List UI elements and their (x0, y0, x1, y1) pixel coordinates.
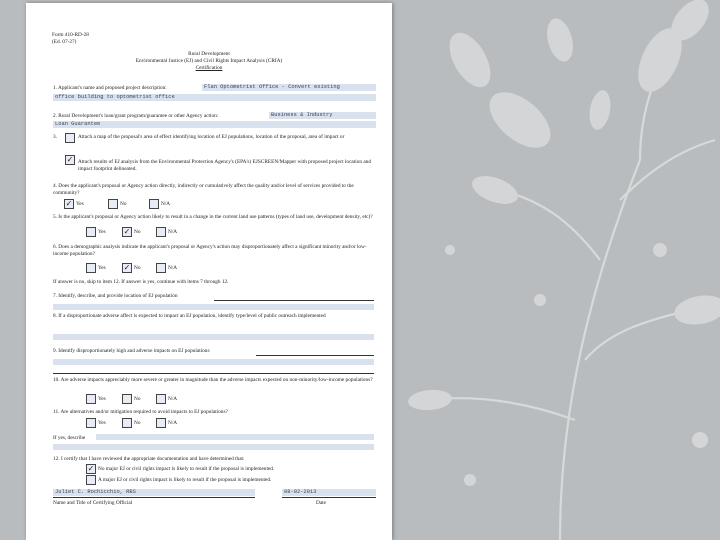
q5-na-checkbox[interactable] (156, 227, 166, 237)
q12-major-impact-checkbox[interactable] (86, 475, 96, 485)
q5-yes-label: Yes (98, 229, 106, 235)
q5-no-checkbox[interactable] (122, 227, 132, 237)
project-description-field-line2[interactable]: office building to optometrist office (53, 94, 376, 101)
q6-na-checkbox[interactable] (156, 263, 166, 273)
program-field[interactable]: Business & Industry (269, 112, 376, 119)
q10-yes-label: Yes (98, 396, 106, 402)
q7-answer-field[interactable] (53, 304, 374, 310)
q11-no-checkbox[interactable] (122, 418, 132, 428)
q11-no-label: No (134, 420, 141, 426)
certifying-official-label: Name and Title of Certifying Official (53, 500, 133, 506)
q4-no-checkbox[interactable] (108, 199, 118, 209)
date-line (282, 497, 376, 498)
q10-no-checkbox[interactable] (122, 394, 132, 404)
certifying-official-field[interactable]: Juliet C. Rochicchio, RBS (53, 489, 255, 496)
q10-label: 10. Are adverse impacts appreciably more severe or greater in magnitude than the adverse impacts expected on non-minority/low-income populations? (53, 377, 373, 383)
q4-na-label: N/A (161, 201, 171, 207)
q6-label: 6. Does a demographic analysis indicate the applicant's proposal or Agency's action may disproportionately affect a significant minority and/or low-income population? (53, 244, 367, 257)
check-mark-icon: ✓ (123, 263, 131, 272)
q1-label: 1. Applicant's name and proposed project description: (53, 85, 167, 91)
if-yes-answer-field-line2[interactable] (53, 444, 374, 450)
form-subtitle: Certification (195, 65, 223, 71)
q12-no-impact-option: No major EJ or civil rights impact is likely to result if the proposal is implemented. (98, 466, 275, 472)
q5-yes-checkbox[interactable] (86, 227, 96, 237)
q4-no-label: No (120, 201, 127, 207)
if-yes-label: If yes, describe (53, 435, 86, 441)
project-description-field[interactable]: Flan Optometrist Office - Convert existing (202, 84, 376, 91)
form-edition-date: (Ed. 07-27) (52, 39, 77, 45)
check-mark-icon: ✓ (123, 227, 131, 236)
q9-label: 9. Identify disproportionately high and adverse impacts on EJ populations (53, 348, 210, 354)
q5-na-label: N/A (168, 229, 178, 235)
form-title: Environmental Justice (EJ) and Civil Rights Impact Analysis (CRIA) (135, 58, 283, 64)
q3-ejscreen-checkbox[interactable] (65, 155, 75, 165)
if-yes-answer-field[interactable] (96, 434, 374, 440)
q8-label: 8. If a disproportionate adverse affect is expected to impact an EJ population, identify type/level of public outreach implemented (53, 313, 326, 319)
q9-answer-field[interactable] (53, 359, 374, 365)
q4-yes-checkbox[interactable] (64, 199, 74, 209)
q11-na-checkbox[interactable] (156, 418, 166, 428)
q8-answer-field[interactable] (53, 334, 374, 340)
certification-form-page (26, 3, 392, 540)
q12-no-impact-checkbox[interactable] (86, 464, 96, 474)
q9-answer-line2[interactable] (53, 373, 374, 374)
q4-na-checkbox[interactable] (149, 199, 159, 209)
certification-date-field[interactable]: 08-02-2013 (282, 489, 376, 496)
q4-label: 4. Does the applicant's proposal or Agency action directly, indirectly or cumulatively affect the quality and/or level of services provided to the community? (53, 183, 354, 196)
q6-no-label: No (134, 265, 141, 271)
q6-yes-label: Yes (98, 265, 106, 271)
q3-option-ejscreen: Attach results of EJ analysis from the Environmental Protection Agency's (EPA's) EJSCREEN/Mapper with proposed project location and impact footprint delineated. (78, 159, 371, 172)
q10-yes-checkbox[interactable] (86, 394, 96, 404)
agency-heading: Rural Development (188, 51, 230, 57)
form-number: Form 410-RD-28 (52, 32, 89, 38)
q11-na-label: N/A (168, 420, 178, 426)
q5-no-label: No (134, 229, 141, 235)
q7-label: 7. Identify, describe, and provide location of EJ population (53, 293, 178, 299)
q6-yes-checkbox[interactable] (86, 263, 96, 273)
q7-answer-line[interactable] (214, 300, 374, 301)
q11-yes-label: Yes (98, 420, 106, 426)
date-label: Date (316, 500, 326, 506)
q12-major-impact-option: A major EJ or civil rights impact is likely to result if the proposal is implemented. (98, 477, 272, 483)
q3-map-checkbox[interactable] (65, 133, 75, 143)
q12-label: 12. I certify that I have reviewed the appropriate documentation and have determined that: (53, 456, 245, 462)
q3-option-map: Attach a map of the proposal's area of effect identifying location of EJ populations, location of the proposal, area of impact or (78, 134, 345, 140)
q5-label: 5. Is the applicant's proposal or Agency action likely to result in a change in the current land use patterns (types of land use, development density, etc)? (53, 214, 373, 220)
check-mark-icon: ✓ (65, 199, 73, 208)
q10-na-checkbox[interactable] (156, 394, 166, 404)
check-mark-icon: ✓ (66, 155, 74, 164)
q11-label: 11. Are alternatives and/or mitigation required to avoid impacts to EJ populations? (53, 409, 228, 415)
q10-no-label: No (134, 396, 141, 402)
q3-number: 3. (53, 134, 57, 140)
q6-na-label: N/A (168, 265, 178, 271)
skip-instructions: If answer is no, skip to item 12. If answer is yes, continue with items 7 through 12. (53, 279, 229, 285)
signature-line (53, 497, 255, 498)
q10-na-label: N/A (168, 396, 178, 402)
q9-answer-line[interactable] (256, 355, 374, 356)
q4-yes-label: Yes (76, 201, 84, 207)
check-mark-icon: ✓ (87, 464, 95, 473)
q6-no-checkbox[interactable] (122, 263, 132, 273)
q2-label: 2. Rural Development's loan/grant program/guarantee or other Agency action: (53, 113, 219, 119)
program-field-line2[interactable]: Loan Guarantee (53, 121, 376, 128)
q11-yes-checkbox[interactable] (86, 418, 96, 428)
